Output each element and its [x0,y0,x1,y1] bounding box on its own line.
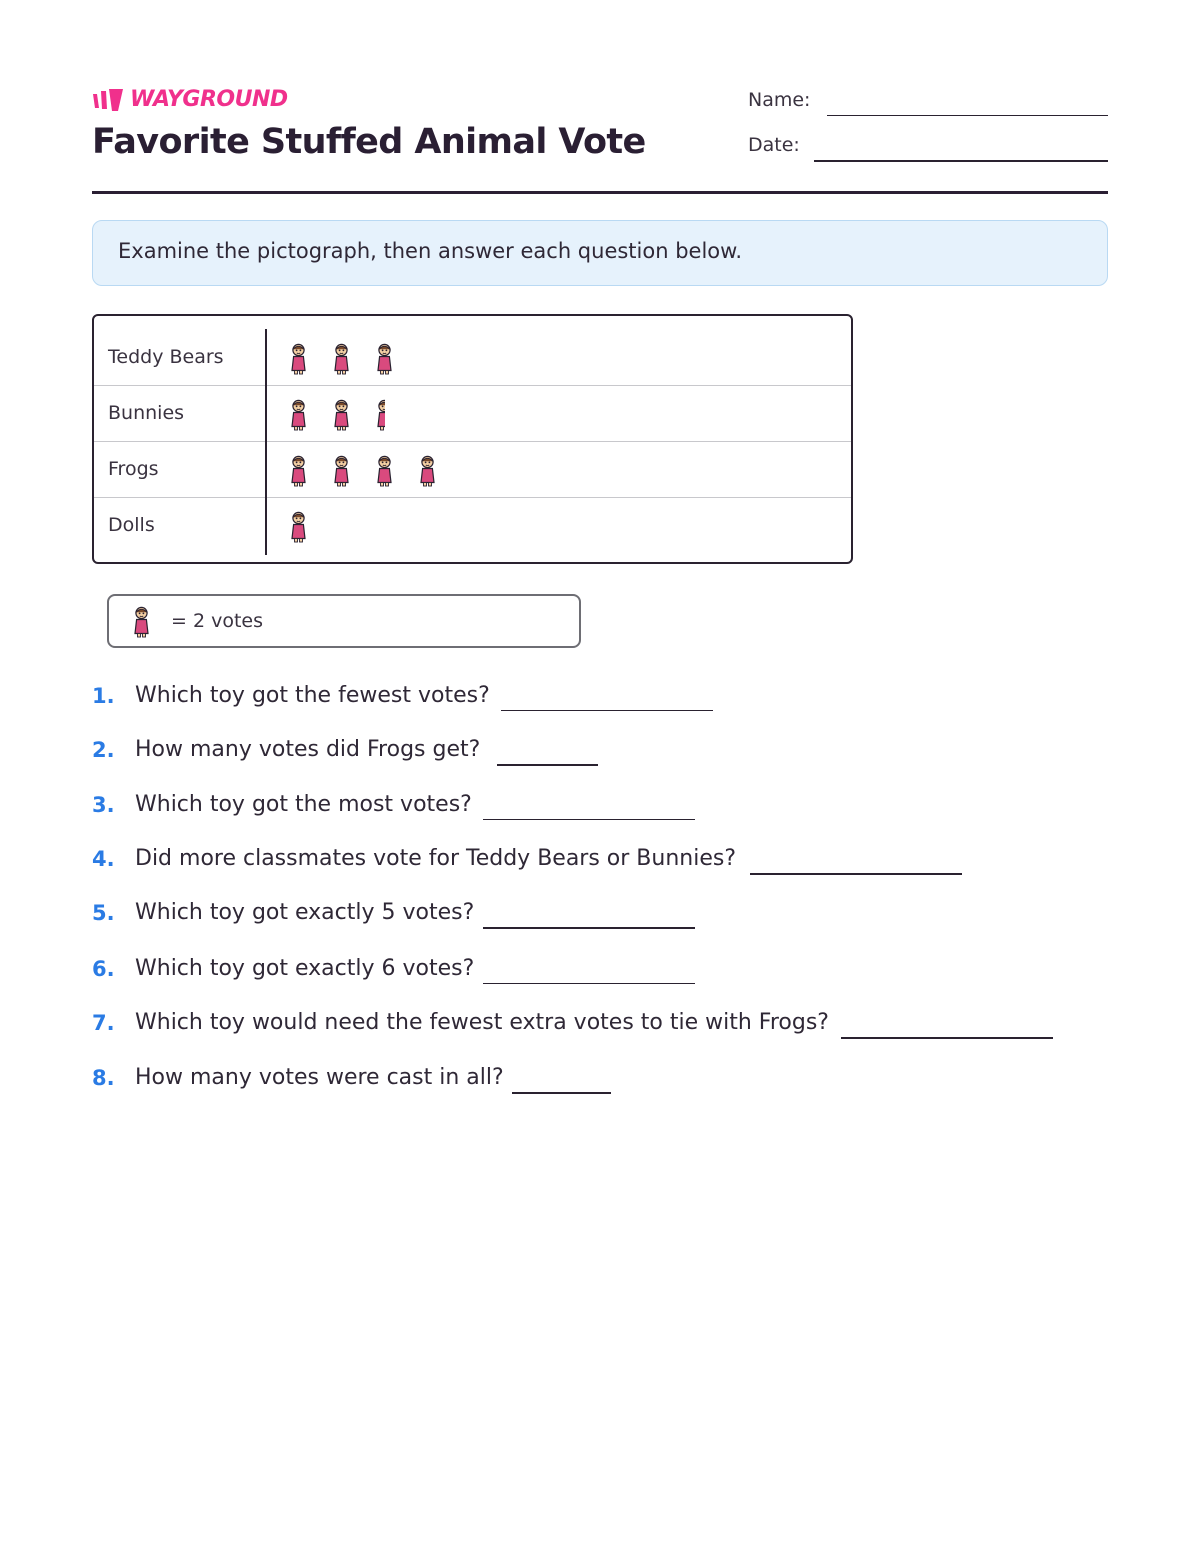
answer-line[interactable] [497,764,598,766]
header-divider [92,191,1108,194]
pictograph-key [107,594,581,648]
row-label-bunnies: Bunnies [108,402,185,424]
name-field[interactable] [827,115,1108,116]
page-title: Favorite Stuffed Animal Vote [92,122,646,162]
doll-icon [419,455,436,487]
instructions-box: Examine the pictograph, then answer each question below. [92,220,1108,286]
question-number: 8. [92,1066,115,1090]
question-text: Which toy got exactly 5 votes? [135,900,475,925]
question-text: Which toy would need the fewest extra votes to tie with Frogs? [135,1010,829,1035]
answer-line[interactable] [841,1037,1053,1039]
doll-icon [290,399,307,431]
pictograph-row [94,385,851,442]
doll-icon [376,343,393,375]
answer-line[interactable] [750,873,962,875]
question-number: 2. [92,738,115,762]
question-number: 6. [92,957,115,981]
answer-line[interactable] [483,927,695,929]
row-label-dolls: Dolls [108,514,155,536]
question-number: 3. [92,793,115,817]
answer-line[interactable] [512,1092,611,1094]
date-field[interactable] [814,160,1108,162]
wayground-logo-icon [92,88,126,112]
name-label: Name: [748,89,811,111]
question-number: 5. [92,901,115,925]
question-text: Did more classmates vote for Teddy Bears or Bunnies? [135,846,737,871]
pictograph-divider [265,329,267,555]
question-text: Which toy got the most votes? [135,792,472,817]
answer-line[interactable] [501,710,713,711]
question-number: 1. [92,684,115,708]
doll-icon [376,455,393,487]
brand-name: WAYGROUND [130,87,288,112]
answer-line[interactable] [483,983,695,984]
pictograph-table [92,314,853,564]
question-text: Which toy got the fewest votes? [135,683,490,708]
date-label: Date: [748,134,800,156]
question-text: How many votes were cast in all? [135,1065,504,1090]
doll-icon [333,455,350,487]
answer-line[interactable] [483,819,695,820]
doll-icon [333,399,350,431]
doll-icon [333,343,350,375]
question-text: Which toy got exactly 6 votes? [135,956,475,981]
half-doll-icon [376,399,385,431]
question-number: 4. [92,847,115,871]
row-label-frogs: Frogs [108,458,159,480]
pictograph-row [94,329,851,386]
doll-icon [290,455,307,487]
key-text: = 2 votes [171,610,263,632]
row-label-teddy-bears: Teddy Bears [108,346,224,368]
doll-icon [290,343,307,375]
brand-logo [92,86,288,114]
pictograph-row [94,497,851,553]
pictograph-row [94,441,851,498]
doll-icon [290,511,307,543]
question-text: How many votes did Frogs get? [135,737,481,762]
question-number: 7. [92,1011,115,1035]
doll-icon [133,606,150,638]
